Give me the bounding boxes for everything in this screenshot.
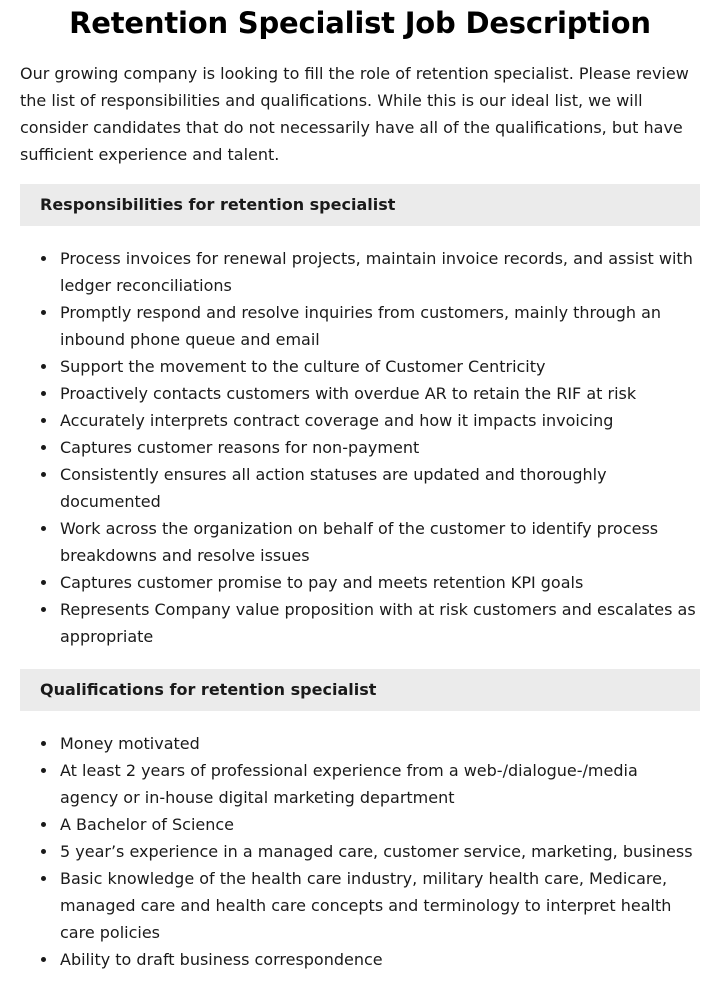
qualification-item [60, 757, 700, 811]
bullet-icon [41, 849, 46, 854]
responsibility-item [60, 434, 700, 461]
bullet-icon [41, 580, 46, 585]
qualification-text: 5 year’s experience in a managed care, customer service, marketing, business [60, 842, 693, 861]
page-title: Retention Specialist Job Description [69, 6, 651, 40]
responsibility-text: Work across the organization on behalf of the customer to identify process breakdowns and resolve issues [60, 519, 659, 565]
qualifications-heading: Qualifications for retention specialist [20, 669, 700, 711]
responsibility-text: Proactively contacts customers with overdue AR to retain the RIF at risk [60, 384, 637, 403]
responsibility-text: Captures customer reasons for non-payment [60, 438, 420, 457]
responsibility-text: Captures customer promise to pay and meets retention KPI goals [60, 573, 584, 592]
responsibility-item [60, 461, 700, 515]
qualification-text: Ability to draft business correspondence [60, 950, 383, 969]
responsibility-item [60, 596, 700, 650]
responsibility-text: Represents Company value proposition with at risk customers and escalates as appropriate [60, 600, 696, 646]
responsibility-item [60, 353, 700, 380]
bullet-icon [41, 256, 46, 261]
qualification-text: Money motivated [60, 734, 200, 753]
responsibility-item [60, 380, 700, 407]
qualification-text: At least 2 years of professional experience from a web-/dialogue-/media agency or in-house digital marketing department [60, 761, 638, 807]
bullet-icon [41, 310, 46, 315]
responsibility-text: Accurately interprets contract coverage and how it impacts invoicing [60, 411, 614, 430]
bullet-icon [41, 822, 46, 827]
qualifications-list [20, 730, 700, 973]
qualification-item [60, 838, 700, 865]
bullet-icon [41, 391, 46, 396]
bullet-icon [41, 957, 46, 962]
bullet-icon [41, 445, 46, 450]
bullet-icon [41, 607, 46, 612]
qualification-text: A Bachelor of Science [60, 815, 235, 834]
qualification-item [60, 946, 700, 973]
bullet-icon [41, 741, 46, 746]
responsibility-text: Consistently ensures all action statuses are updated and thoroughly documented [60, 465, 607, 511]
bullet-icon [41, 876, 46, 881]
bullet-icon [41, 364, 46, 369]
responsibility-item [60, 407, 700, 434]
responsibility-item [60, 245, 700, 299]
responsibility-item [60, 515, 700, 569]
responsibility-text: Promptly respond and resolve inquiries from customers, mainly through an inbound phone queue and email [60, 303, 662, 349]
qualification-text: Basic knowledge of the health care industry, military health care, Medicare, managed care and health care concepts and terminology to interpret health care policies [60, 869, 672, 942]
bullet-icon [41, 472, 46, 477]
qualification-item [60, 811, 700, 838]
intro-paragraph: Our growing company is looking to fill the role of retention specialist. Please review the list of responsibilities and qualifications. While this is our ideal list, we will consider candidates that do not necessarily have all of the qualifications, but have sufficient experience and talent. [20, 64, 689, 164]
responsibility-item [60, 569, 700, 596]
responsibility-text: Process invoices for renewal projects, maintain invoice records, and assist with ledger reconciliations [60, 249, 693, 295]
qualification-item [60, 730, 700, 757]
responsibilities-list [20, 245, 700, 650]
bullet-icon [41, 418, 46, 423]
responsibility-text: Support the movement to the culture of Customer Centricity [60, 357, 546, 376]
responsibility-item [60, 299, 700, 353]
bullet-icon [41, 526, 46, 531]
bullet-icon [41, 768, 46, 773]
responsibilities-heading: Responsibilities for retention specialist [20, 184, 700, 226]
qualification-item [60, 865, 700, 946]
